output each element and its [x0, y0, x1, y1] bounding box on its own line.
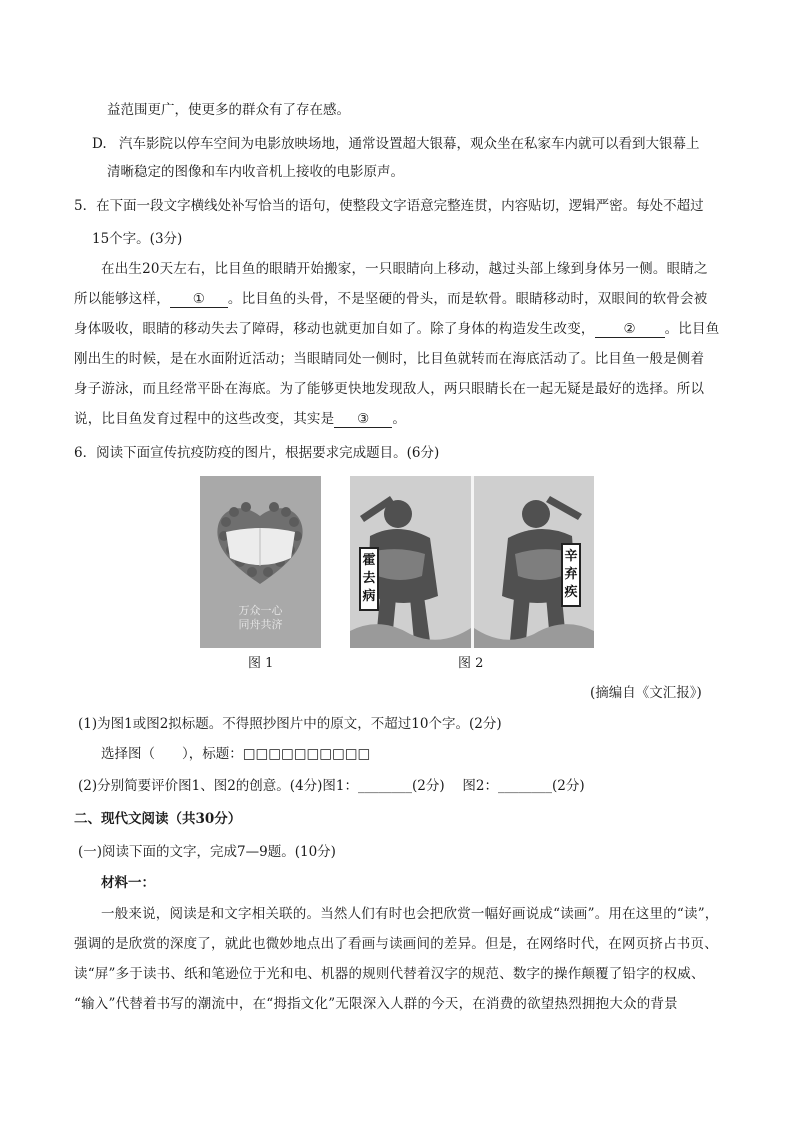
q4-option-d-line2: 清晰稳定的图像和车内收音机上接收的电影原声。: [107, 164, 404, 180]
figure-1-slogan: [200, 604, 321, 632]
figure-2-left-banner: 霍去病: [362, 553, 376, 604]
figure-1-slogan-line2: 同舟共济: [238, 618, 283, 631]
figure-1-slogan-line1: 万众一心: [238, 604, 283, 617]
material-line3: 读“屏”多于读书、纸和笔逊位于光和电、机器的规则代替着汉字的规范、数字的操作颠覆了铅字的权威、: [74, 966, 705, 982]
q5-passage-line1: 在出生20天左右，比目鱼的眼睛开始搬家，一只眼睛向上移动，越过头部上缘到身体另一侧。眼睛之: [101, 261, 708, 277]
q6-sub1-answer[interactable]: 选择图（ ），标题：□□□□□□□□□□: [101, 746, 371, 762]
q5-passage-line6-start: 说，比目鱼发育过程中的这些改变，其实是: [74, 411, 335, 427]
q5-stem-line2: 15个字。(3分): [92, 231, 183, 247]
q6-sub1: (1)为图1或图2拟标题。不得照抄图片中的原文，不超过10个字。(2分): [78, 716, 502, 732]
figure-1-poster: [200, 476, 321, 648]
q5-passage-line2-end: 。比目鱼的头骨，不是坚硬的骨头，而是软骨。眼睛移动时，双眼间的软骨会被: [227, 291, 708, 307]
section2-part1: (一)阅读下面的文字，完成7—9题。(10分): [78, 844, 336, 860]
figure-1-caption: 图 1: [248, 656, 274, 671]
q5-passage-line2: [74, 289, 707, 309]
q5-passage-line2-start: 所以能够这样，: [74, 291, 170, 307]
q4-option-d-label: D.: [92, 136, 107, 152]
q5-passage-line6-end: 。: [392, 411, 407, 427]
q5-blank-3[interactable]: ③: [334, 411, 392, 428]
figure-2-right-banner: 辛弃疾: [564, 549, 578, 600]
q5-passage-line3-start: 身体吸收，眼睛的移动失去了障碍，移动也就更加自如了。除了身体的构造发生改变，: [74, 321, 595, 337]
material-one-label: 材料一：: [101, 875, 155, 891]
q4-tail-line: 益范围更广，使更多的群众有了存在感。: [107, 102, 350, 118]
q5-passage-line4: 刚出生的时候，是在水面附近活动；当眼睛同处一侧时，比目鱼就转而在海底活动了。比目鱼一般是侧着: [74, 351, 705, 367]
q5-passage-line6: [74, 409, 406, 429]
material-line2: 强调的是欣赏的深度了，就此也微妙地点出了看画与读画间的差异。但是，在网络时代，在网页挤占书页、: [74, 936, 718, 952]
material-line1: 一般来说，阅读是和文字相关联的。当然人们有时也会把欣赏一幅好画说成“读画”。用在这里的“读”，: [101, 906, 719, 922]
section2-heading: 二、现代文阅读（共30分）: [74, 811, 242, 827]
door-god-illustration-icon: [350, 476, 594, 648]
q4-option-d-line1: 汽车影院以停车空间为电影放映场地，通常设置超大银幕，观众坐在私家车内就可以看到大银幕上: [119, 136, 700, 152]
figure-2-caption: 图 2: [458, 656, 484, 671]
figure-2-door-gods: [350, 476, 594, 648]
q6-source: (摘编自《文汇报》): [590, 685, 702, 701]
q6-sub2: (2)分别简要评价图1、图2的创意。(4分)图1：________(2分) 图2：________(2分): [78, 778, 585, 794]
q5-stem-line1: 5．在下面一段文字横线处补写恰当的语句，使整段文字语意完整连贯，内容贴切，逻辑严密。每处不超过: [74, 198, 704, 214]
q5-passage-line5: 身子游泳，而且经常平卧在海底。为了能够更快地发现敌人，两只眼睛长在一起无疑是最好的选择。所以: [74, 381, 705, 397]
q5-blank-2[interactable]: ②: [595, 321, 665, 338]
q5-passage-line3: [74, 319, 719, 339]
q6-stem: 6．阅读下面宣传抗疫防疫的图片，根据要求完成题目。(6分): [74, 445, 440, 461]
q5-blank-1[interactable]: ①: [170, 291, 228, 308]
q5-passage-line3-end: 。比目鱼: [664, 321, 720, 337]
material-line4: “输入”代替着书写的潮流中，在“拇指文化”无限深入人群的今天，在消费的欲望热烈拥抱大众的背景: [74, 996, 678, 1012]
